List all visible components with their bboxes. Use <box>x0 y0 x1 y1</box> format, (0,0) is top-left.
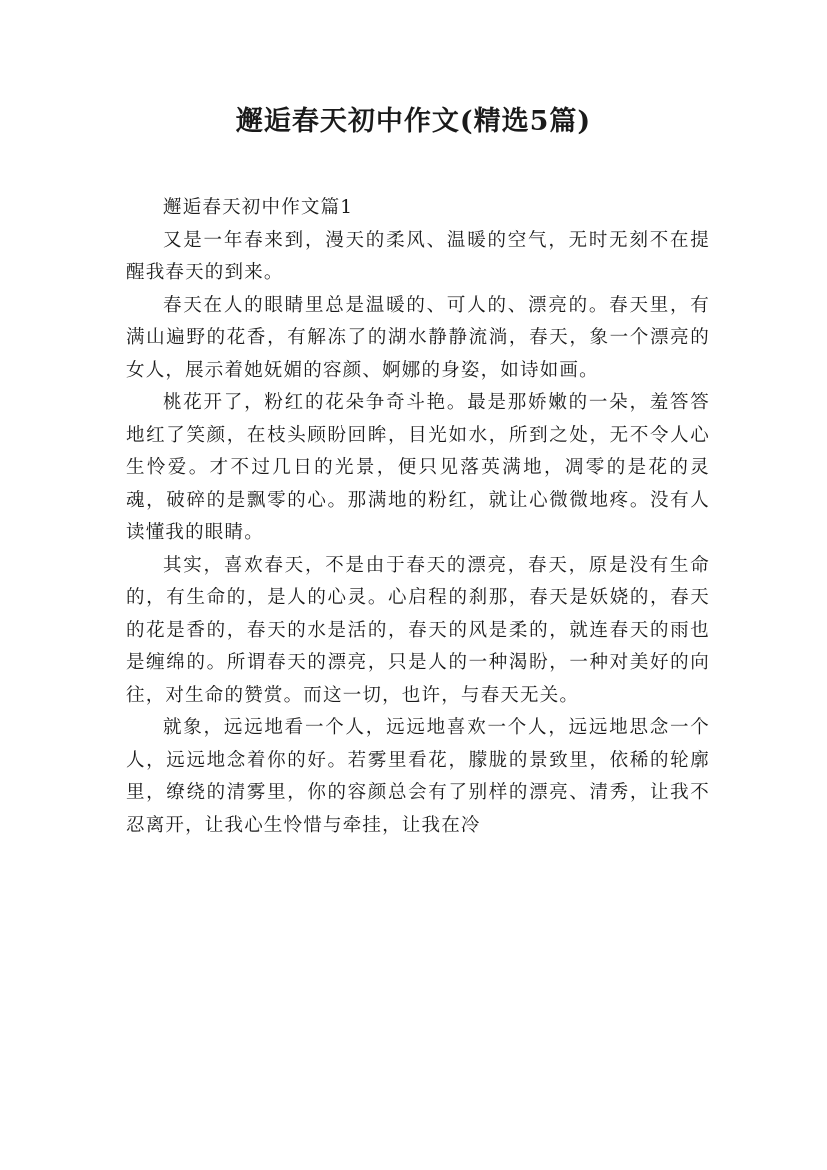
paragraph-5: 就象，远远地看一个人，远远地喜欢一个人，远远地思念一个人，远远地念着你的好。若雾里看花，朦胧的景致里，依稀的轮廓里，缭绕的清雾里，你的容颜总会有了别样的漂亮、清秀，让我不忍离开，让我心生怜惜与牵挂，让我在冷 <box>126 717 710 836</box>
paragraph-2: 春天在人的眼睛里总是温暖的、可人的、漂亮的。春天里，有满山遍野的花香，有解冻了的湖水静静流淌，春天，象一个漂亮的女人，展示着她妩媚的容颜、婀娜的身姿，如诗如画。 <box>126 294 710 381</box>
document-body <box>126 192 710 842</box>
paragraph-1: 又是一年春来到，漫天的柔风、温暖的空气，无时无刻不在提醒我春天的到来。 <box>126 229 710 283</box>
paragraph-3: 桃花开了，粉红的花朵争奇斗艳。最是那娇嫩的一朵，羞答答地红了笑颜，在枝头顾盼回眸，目光如水，所到之处，无不令人心生怜爱。才不过几日的光景，便只见落英满地，凋零的是花的灵魂，破碎的是飘零的心。那满地的粉红，就让心微微地疼。没有人读懂我的眼睛。 <box>126 392 710 543</box>
section-heading: 邂逅春天初中作文篇1 <box>163 197 354 218</box>
paragraph-4: 其实，喜欢春天，不是由于春天的漂亮，春天，原是没有生命的，有生命的，是人的心灵。心启程的刹那，春天是妖娆的，春天的花是香的，春天的水是活的，春天的风是柔的，就连春天的雨也是缠绵的。所谓春天的漂亮，只是人的一种渴盼，一种对美好的向往，对生命的赞赏。而这一切，也许，与春天无关。 <box>126 554 710 706</box>
document-title: 邂逅春天初中作文(精选5篇) <box>235 106 592 137</box>
